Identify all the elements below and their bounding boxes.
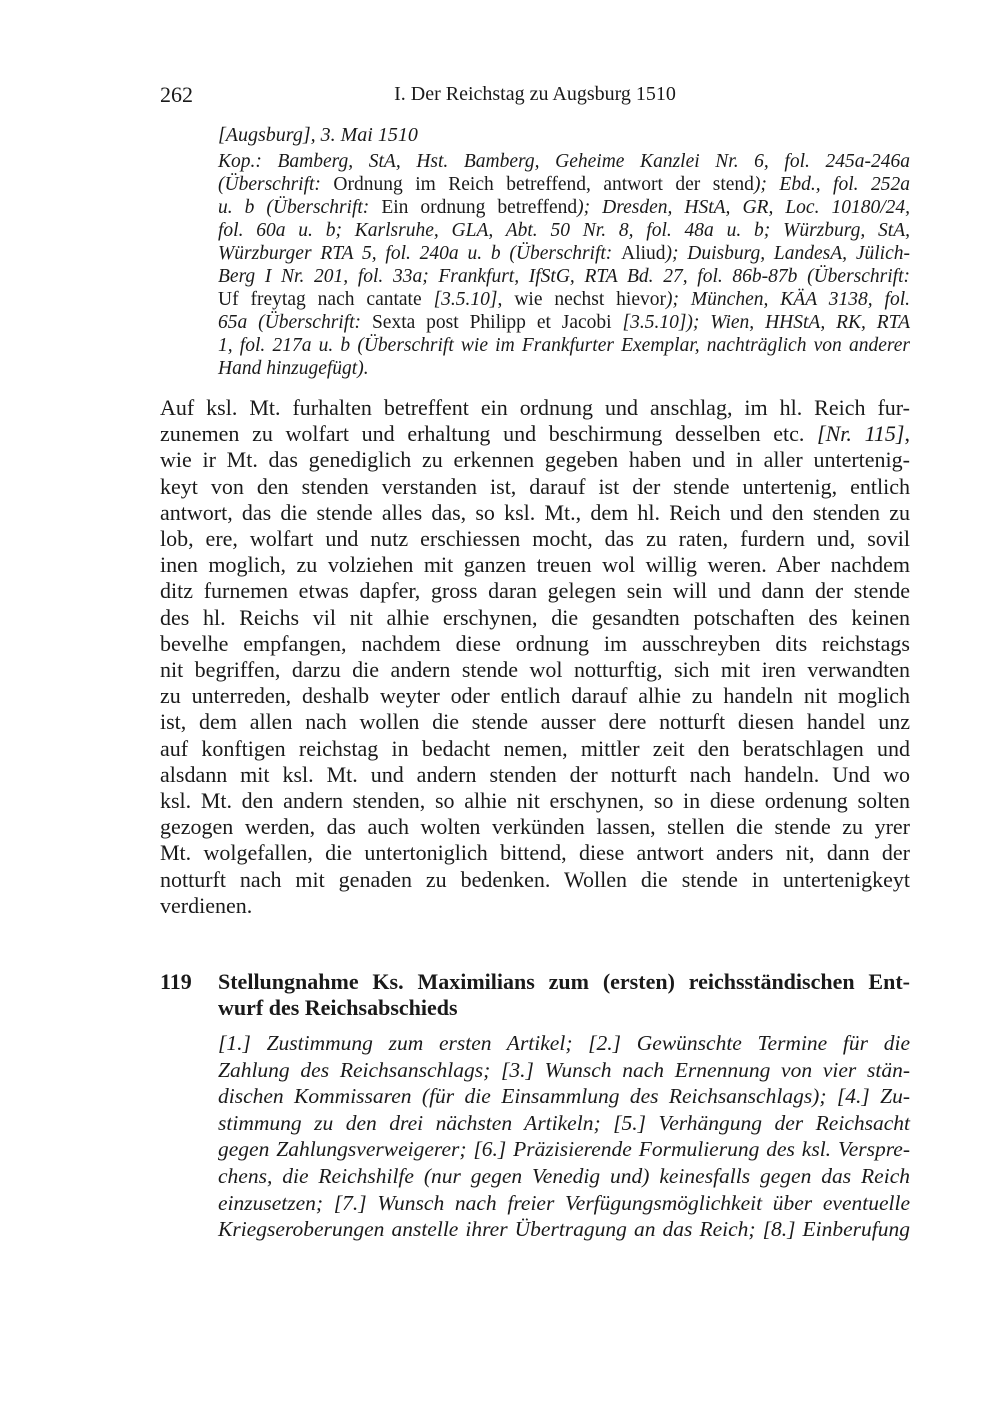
text-line (160, 867, 910, 893)
italic-text: 65a (Überschrift: (218, 312, 372, 333)
text-line (160, 578, 910, 604)
text-line (160, 605, 910, 631)
italic-text: ); München, KÄA 3138, fol. (666, 289, 910, 310)
document-number: 119 (160, 969, 192, 994)
roman-text: notturft nach mit genaden zu bedenken. Wollen die stende in untertenigkeyt (160, 866, 910, 892)
text-line (160, 788, 910, 814)
text-line (218, 357, 910, 380)
roman-text: ditz furnemen etwas dapfer, gross daran gelegen sein will und dann der stende (160, 578, 910, 604)
text-line (218, 288, 910, 311)
text-line (218, 1030, 910, 1056)
italic-text: fol. 60a u. b; Karlsruhe, GLA, Abt. 50 Nr. 8, fol. 48a u. b; Würzburg, StA, (218, 220, 910, 241)
text-line (218, 311, 910, 334)
text-line (160, 840, 910, 866)
text-line (160, 552, 910, 578)
italic-text: ); Ebd., fol. 252a (753, 174, 910, 195)
text-line (160, 631, 910, 657)
text-line (218, 1190, 910, 1216)
text-line (218, 969, 910, 995)
text-line (218, 1110, 910, 1136)
roman-text: , (904, 421, 910, 447)
text-line (218, 1163, 910, 1189)
running-title: I. Der Reichstag zu Augsburg 1510 (394, 83, 676, 105)
roman-text: zunemen zu wolfart und erhaltung und beschirmung desselben etc. (160, 421, 818, 447)
italic-text: Berg I Nr. 201, fol. 33a; Frankfurt, IfStG, RTA Bd. 27, fol. 86b-87b (Überschrift: (218, 266, 910, 287)
italic-text: chens, die Reichshilfe (nur gegen Venedig und) keinesfalls gegen das Reich (218, 1164, 910, 1188)
text-line (218, 1136, 910, 1162)
roman-text: antwort, das die stende alles das, so ksl. Mt., dem hl. Reich und den stenden zu (160, 499, 910, 525)
italic-text: Kop.: Bamberg, StA, Hst. Bamberg, Geheime Kanzlei Nr. 6, fol. 245a-246a (218, 151, 910, 172)
roman-text: nit begriffen, darzu die andern stende wol notturftig, sich mit iren verwandten (160, 657, 910, 682)
italic-text: ); Duisburg, LandesA, Jülich- (665, 243, 910, 264)
italic-text: ); Dresden, HStA, GR, Loc. 10180/24, (577, 197, 910, 218)
italic-text: Zahlung des Reichsanschlags; [3.] Wunsch nach Ernennung von vier stän- (218, 1057, 910, 1082)
roman-text: ist, dem allen nach wollen die stende ausser dere notturft diesen handel unz (160, 709, 910, 735)
text-line (160, 893, 910, 919)
text-line (218, 1083, 910, 1109)
italic-text: u. b (Überschrift: (218, 197, 382, 218)
text-line (160, 814, 910, 840)
roman-text: Aliud (621, 243, 666, 264)
text-line (160, 474, 910, 500)
roman-text: Mt. wolgefallen, die untertoniglich bittend, diese antwort anders nit, dann der (160, 840, 910, 866)
roman-text: bevelhe empfangen, nachdem diese ordnung im ausschreyben dits reichstags (160, 630, 910, 656)
text-line (160, 762, 910, 788)
text-line (160, 421, 910, 447)
roman-text: wurf des Reichsabschieds (218, 995, 458, 1020)
text-line (218, 242, 910, 265)
text-line (218, 995, 910, 1021)
italic-text: Kriegseroberungen anstelle ihrer Übertragung an das Reich; [8.] Einberufung (218, 1217, 910, 1242)
italic-text: [3.5.10] (433, 289, 498, 310)
text-line (160, 395, 910, 421)
roman-text: auf konftigen reichstag in bedacht nemen, mittler zeit den beratschlagen und (160, 735, 910, 761)
italic-text: [Nr. 115] (817, 421, 905, 447)
roman-text: keyt von den stenden verstanden ist, darauf ist der stende untertenig, entlich (160, 473, 910, 499)
text-line (160, 526, 910, 552)
roman-text: Stellungnahme Ks. Maximilians zum (ersten) reichsständischen Ent- (218, 969, 910, 994)
roman-text: Sexta post Philipp et Jacobi (371, 312, 623, 333)
document-date: [Augsburg], 3. Mai 1510 (218, 124, 418, 146)
roman-text: Ein ordnung betreffend (381, 197, 578, 218)
page-number: 262 (160, 82, 193, 107)
italic-text: [1.] Zustimmung zum ersten Artikel; [2.] Gewünschte Termine für die (218, 1031, 910, 1055)
text-line (218, 1057, 910, 1083)
text-line (218, 334, 910, 357)
text-line (160, 500, 910, 526)
text-line (218, 265, 910, 288)
italic-text: Hand hinzugefügt). (218, 358, 369, 379)
text-line (160, 709, 910, 735)
italic-text: dischen Kommissaren (für die Einsammlung des Reichsanschlags); [4.] Zu- (218, 1084, 910, 1109)
roman-text: ksl. Mt. den andern stenden, so alhie nit erschynen, so in diese ordenung solten (160, 788, 910, 813)
text-line (218, 219, 910, 242)
italic-text: Würzburger RTA 5, fol. 240a u. b (Überschrift: (218, 243, 622, 264)
italic-text: [3.5.10]); Wien, HHStA, RK, RTA (622, 312, 910, 333)
roman-text: wie ir Mt. das genediglich zu erkennen gegeben haben und in aller untertenig- (160, 447, 910, 473)
roman-text: alsdann mit ksl. Mt. und andern stenden der notturft nach handeln. Und wo (160, 761, 910, 787)
roman-text: Auf ksl. Mt. furhalten betreffent ein ordnung und anschlag, im hl. Reich fur- (160, 395, 910, 420)
roman-text: zu unterreden, deshalb weyter oder entlich darauf alhie zu handeln nit moglich (160, 683, 910, 709)
text-line (160, 447, 910, 473)
roman-text: inen moglich, zu volziehen mit ganzen treuen wol willig weren. Aber nachdem (160, 552, 910, 578)
roman-text: , wie nechst hievor (497, 289, 666, 310)
italic-text: 1, fol. 217a u. b (Überschrift wie im Frankfurter Exemplar, nachträglich von anderer (218, 335, 910, 356)
text-line (160, 683, 910, 709)
text-line (160, 657, 910, 683)
italic-text: stimmung zu den drei nächsten Artikeln; [5.] Verhängung der Reichsacht (218, 1110, 910, 1135)
roman-text: des hl. Reichs vil nit alhie erschynen, die gesandten potschaften des keinen (160, 604, 910, 630)
italic-text: (Überschrift: (218, 174, 334, 195)
roman-text: Uf freytag nach cantate (218, 289, 434, 310)
italic-text: einzusetzen; [7.] Wunsch nach freier Verfügungsmöglichkeit über eventuelle (218, 1190, 910, 1215)
roman-text: lob, ere, wolfart und nutz erschiessen mocht, das zu raten, furdern und, sovil (160, 526, 910, 551)
text-line (160, 736, 910, 762)
text-line (218, 173, 910, 196)
italic-text: gegen Zahlungsverweigerer; [6.] Präzisierende Formulierung des ksl. Verspre- (218, 1137, 910, 1162)
roman-text: Ordnung im Reich betreffend, antwort der stend (333, 174, 754, 195)
text-line (218, 1216, 910, 1242)
roman-text: gezogen werden, das auch wolten verkünden lassen, stellen die stende zu yrer (160, 814, 910, 840)
text-line (218, 196, 910, 219)
roman-text: verdienen. (160, 892, 253, 918)
text-line (218, 150, 910, 173)
